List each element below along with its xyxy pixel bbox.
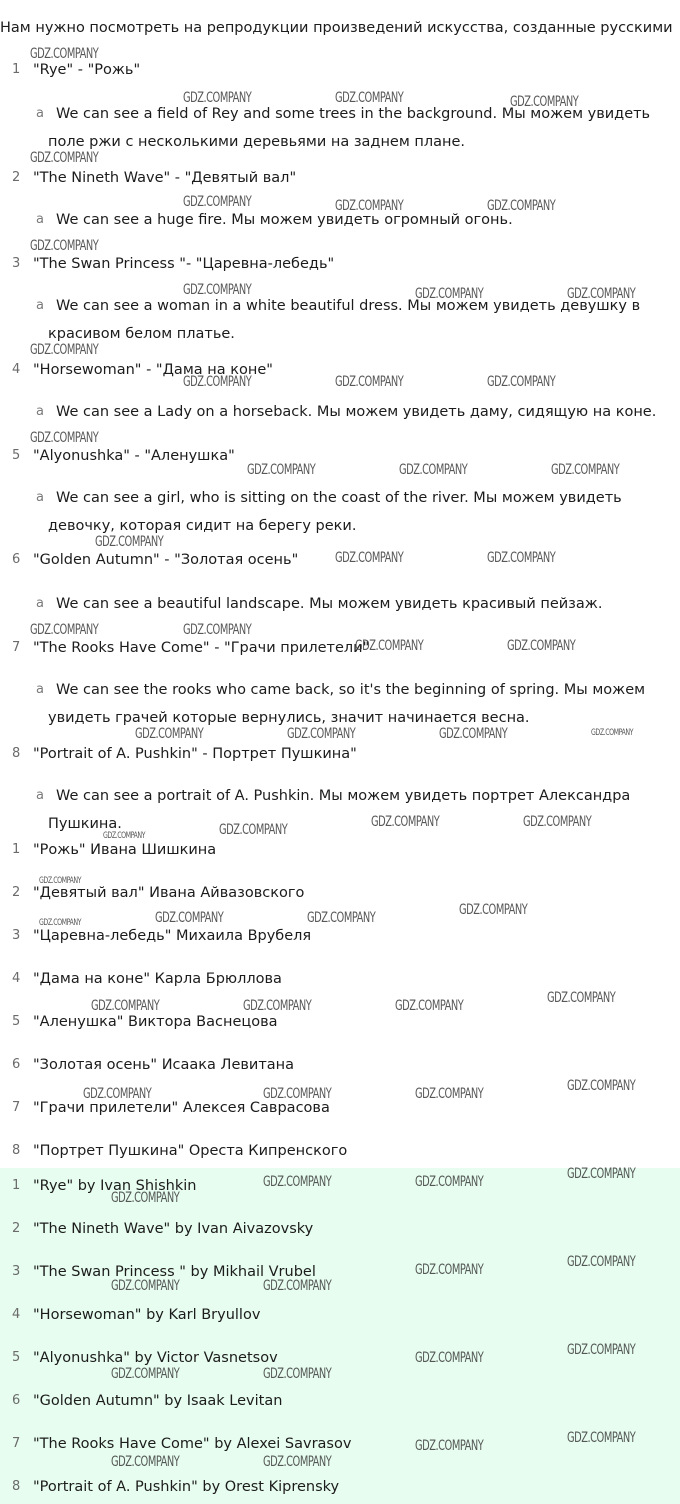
item-text: "Portrait of A. Pushkin" by Orest Kiprensky xyxy=(33,1479,340,1495)
item-number: 4 xyxy=(12,362,21,377)
watermark-text: GDZ.COMPANY xyxy=(335,198,404,214)
item-number: 3 xyxy=(12,1264,21,1279)
watermark-text: GDZ.COMPANY xyxy=(91,998,160,1014)
item-text: "The Rooks Have Come" by Alexei Savrasov xyxy=(33,1436,352,1452)
watermark-text: GDZ.COMPANY xyxy=(507,638,576,654)
intro-line-1: Нам нужно посмотреть на репродукции произведений искусства, созданные русскими xyxy=(0,20,673,36)
watermark-text: GDZ.COMPANY xyxy=(415,1350,484,1366)
watermark-text: GDZ.COMPANY xyxy=(567,1166,636,1182)
watermark-text: GDZ.COMPANY xyxy=(263,1366,332,1382)
answer-letter: a xyxy=(36,682,44,697)
watermark-text: GDZ.COMPANY xyxy=(135,726,204,742)
item-number: 5 xyxy=(12,448,21,463)
item-number: 8 xyxy=(12,1479,21,1494)
watermark-text: GDZ.COMPANY xyxy=(95,534,164,550)
item-number: 3 xyxy=(12,928,21,943)
item-number: 6 xyxy=(12,1393,21,1408)
item-number: 4 xyxy=(12,971,21,986)
watermark-text: GDZ.COMPANY xyxy=(371,814,440,830)
watermark-text: GDZ.COMPANY xyxy=(399,462,468,478)
watermark-text: GDZ.COMPANY xyxy=(523,814,592,830)
item-text: "Rye" - "Рожь" xyxy=(33,62,141,78)
watermark-text: GDZ.COMPANY xyxy=(415,1086,484,1102)
item-number: 1 xyxy=(12,842,21,857)
watermark-text: GDZ.COMPANY xyxy=(415,1262,484,1278)
intro-text xyxy=(0,12,680,52)
watermark-text: GDZ.COMPANY xyxy=(547,990,616,1006)
watermark-text: GDZ.COMPANY xyxy=(183,282,252,298)
answer-text: We can see a huge fire. Мы можем увидеть огромный огонь. xyxy=(56,212,513,228)
item-text: "Аленушка" Виктора Васнецова xyxy=(33,1014,278,1030)
watermark-text: GDZ.COMPANY xyxy=(355,638,424,654)
watermark-text: GDZ.COMPANY xyxy=(219,822,288,838)
item-text: "Дама на коне" Карла Брюллова xyxy=(33,971,282,987)
watermark-text: GDZ.COMPANY xyxy=(591,728,634,738)
answer-text: We can see a field of Rey and some trees in the background. Мы можем увидеть поле ржи с несколькими деревьями на заднем плане. xyxy=(48,106,651,150)
item-text: "Golden Autumn" by Isaak Levitan xyxy=(33,1393,283,1409)
watermark-text: GDZ.COMPANY xyxy=(83,1086,152,1102)
watermark-text: GDZ.COMPANY xyxy=(103,831,146,841)
watermark-text: GDZ.COMPANY xyxy=(30,46,99,62)
item-text: "Золотая осень" Исаака Левитана xyxy=(33,1057,295,1073)
watermark-text: GDZ.COMPANY xyxy=(183,374,252,390)
answer-text: We can see a beautiful landscape. Мы можем увидеть красивый пейзаж. xyxy=(56,596,603,612)
item-text: "Horsewoman" - "Дама на коне" xyxy=(33,362,273,378)
item-text: "The Nineth Wave" by Ivan Aivazovsky xyxy=(33,1221,314,1237)
watermark-text: GDZ.COMPANY xyxy=(263,1086,332,1102)
watermark-text: GDZ.COMPANY xyxy=(39,918,82,928)
item-text: "Portrait of A. Pushkin" - Портрет Пушкина" xyxy=(33,746,357,762)
intro-line-2 xyxy=(0,44,680,52)
item-text: "Alyonushka" by Victor Vasnetsov xyxy=(33,1350,278,1366)
item-text: "Грачи прилетели" Алексея Саврасова xyxy=(33,1100,330,1116)
answer-letter: a xyxy=(36,404,44,419)
watermark-text: GDZ.COMPANY xyxy=(111,1190,180,1206)
item-number: 8 xyxy=(12,1143,21,1158)
watermark-text: GDZ.COMPANY xyxy=(395,998,464,1014)
item-number: 7 xyxy=(12,1436,21,1451)
item-text: "The Nineth Wave" - "Девятый вал" xyxy=(33,170,297,186)
watermark-text: GDZ.COMPANY xyxy=(459,902,528,918)
watermark-text: GDZ.COMPANY xyxy=(487,198,556,214)
watermark-text: GDZ.COMPANY xyxy=(287,726,356,742)
watermark-text: GDZ.COMPANY xyxy=(30,150,99,166)
answer-text: We can see a girl, who is sitting on the coast of the river. Мы можем увидеть девочку, которая сидит на берегу реки. xyxy=(48,490,622,534)
watermark-text: GDZ.COMPANY xyxy=(567,1078,636,1094)
item-text: "The Swan Princess " by Mikhail Vrubel xyxy=(33,1264,316,1280)
item-text: "Alyonushka" - "Аленушка" xyxy=(33,448,235,464)
watermark-text: GDZ.COMPANY xyxy=(487,550,556,566)
item-number: 5 xyxy=(12,1350,21,1365)
item-number: 3 xyxy=(12,256,21,271)
watermark-text: GDZ.COMPANY xyxy=(415,1174,484,1190)
watermark-text: GDZ.COMPANY xyxy=(335,90,404,106)
watermark-text: GDZ.COMPANY xyxy=(567,1430,636,1446)
answer-letter: a xyxy=(36,106,44,121)
item-number: 2 xyxy=(12,170,21,185)
watermark-text: GDZ.COMPANY xyxy=(243,998,312,1014)
item-text: "Рожь" Ивана Шишкина xyxy=(33,842,217,858)
item-text: "Horsewoman" by Karl Bryullov xyxy=(33,1307,261,1323)
watermark-text: GDZ.COMPANY xyxy=(183,90,252,106)
watermark-text: GDZ.COMPANY xyxy=(335,550,404,566)
watermark-text: GDZ.COMPANY xyxy=(183,194,252,210)
item-text: "Rye" by Ivan Shishkin xyxy=(33,1178,197,1194)
answer-letter: a xyxy=(36,490,44,505)
item-text: "Golden Autumn" - "Золотая осень" xyxy=(33,552,299,568)
item-number: 7 xyxy=(12,640,21,655)
item-number: 4 xyxy=(12,1307,21,1322)
watermark-text: GDZ.COMPANY xyxy=(415,1438,484,1454)
watermark-text: GDZ.COMPANY xyxy=(567,1254,636,1270)
answer-text: We can see a woman in a white beautiful dress. Мы можем увидеть девушку в красивом белом платье. xyxy=(48,298,641,342)
item-text: "Портрет Пушкина" Ореста Кипренского xyxy=(33,1143,348,1159)
watermark-text: GDZ.COMPANY xyxy=(263,1278,332,1294)
watermark-text: GDZ.COMPANY xyxy=(510,94,579,110)
watermark-text: GDZ.COMPANY xyxy=(155,910,224,926)
item-number: 7 xyxy=(12,1100,21,1115)
watermark-text: GDZ.COMPANY xyxy=(551,462,620,478)
watermark-text: GDZ.COMPANY xyxy=(415,286,484,302)
watermark-text: GDZ.COMPANY xyxy=(567,1342,636,1358)
watermark-text: GDZ.COMPANY xyxy=(307,910,376,926)
item-text: "The Rooks Have Come" - "Грачи прилетели" xyxy=(33,640,370,656)
item-number: 8 xyxy=(12,746,21,761)
watermark-text: GDZ.COMPANY xyxy=(439,726,508,742)
answer-letter: a xyxy=(36,212,44,227)
watermark-text: GDZ.COMPANY xyxy=(567,286,636,302)
item-text: "The Swan Princess "- "Царевна-лебедь" xyxy=(33,256,335,272)
item-number: 5 xyxy=(12,1014,21,1029)
item-text: "Царевна-лебедь" Михаила Врубеля xyxy=(33,928,312,944)
watermark-text: GDZ.COMPANY xyxy=(111,1366,180,1382)
answer-text: We can see the rooks who came back, so it's the beginning of spring. Мы можем увидеть грачей которые вернулись, значит начинается весна. xyxy=(48,682,646,726)
item-number: 6 xyxy=(12,1057,21,1072)
watermark-text: GDZ.COMPANY xyxy=(30,430,99,446)
watermark-text: GDZ.COMPANY xyxy=(263,1174,332,1190)
item-text: "Девятый вал" Ивана Айвазовского xyxy=(33,885,305,901)
watermark-text: GDZ.COMPANY xyxy=(30,622,99,638)
watermark-text: GDZ.COMPANY xyxy=(30,342,99,358)
watermark-text: GDZ.COMPANY xyxy=(487,374,556,390)
watermark-text: GDZ.COMPANY xyxy=(39,876,82,886)
item-number: 2 xyxy=(12,1221,21,1236)
watermark-text: GDZ.COMPANY xyxy=(247,462,316,478)
watermark-text: GDZ.COMPANY xyxy=(335,374,404,390)
watermark-text: GDZ.COMPANY xyxy=(30,238,99,254)
item-number: 1 xyxy=(12,62,21,77)
answer-text: We can see a Lady on a horseback. Мы можем увидеть даму, сидящую на коне. xyxy=(56,404,657,420)
answer-letter: a xyxy=(36,298,44,313)
answer-text: We can see a portrait of A. Pushkin. Мы можем увидеть портрет Александра Пушкина. xyxy=(48,788,631,832)
watermark-text: GDZ.COMPANY xyxy=(183,622,252,638)
item-number: 2 xyxy=(12,885,21,900)
answer-letter: a xyxy=(36,596,44,611)
watermark-text: GDZ.COMPANY xyxy=(111,1454,180,1470)
item-number: 1 xyxy=(12,1178,21,1193)
watermark-text: GDZ.COMPANY xyxy=(111,1278,180,1294)
answer-letter: a xyxy=(36,788,44,803)
item-number: 6 xyxy=(12,552,21,567)
watermark-text: GDZ.COMPANY xyxy=(263,1454,332,1470)
